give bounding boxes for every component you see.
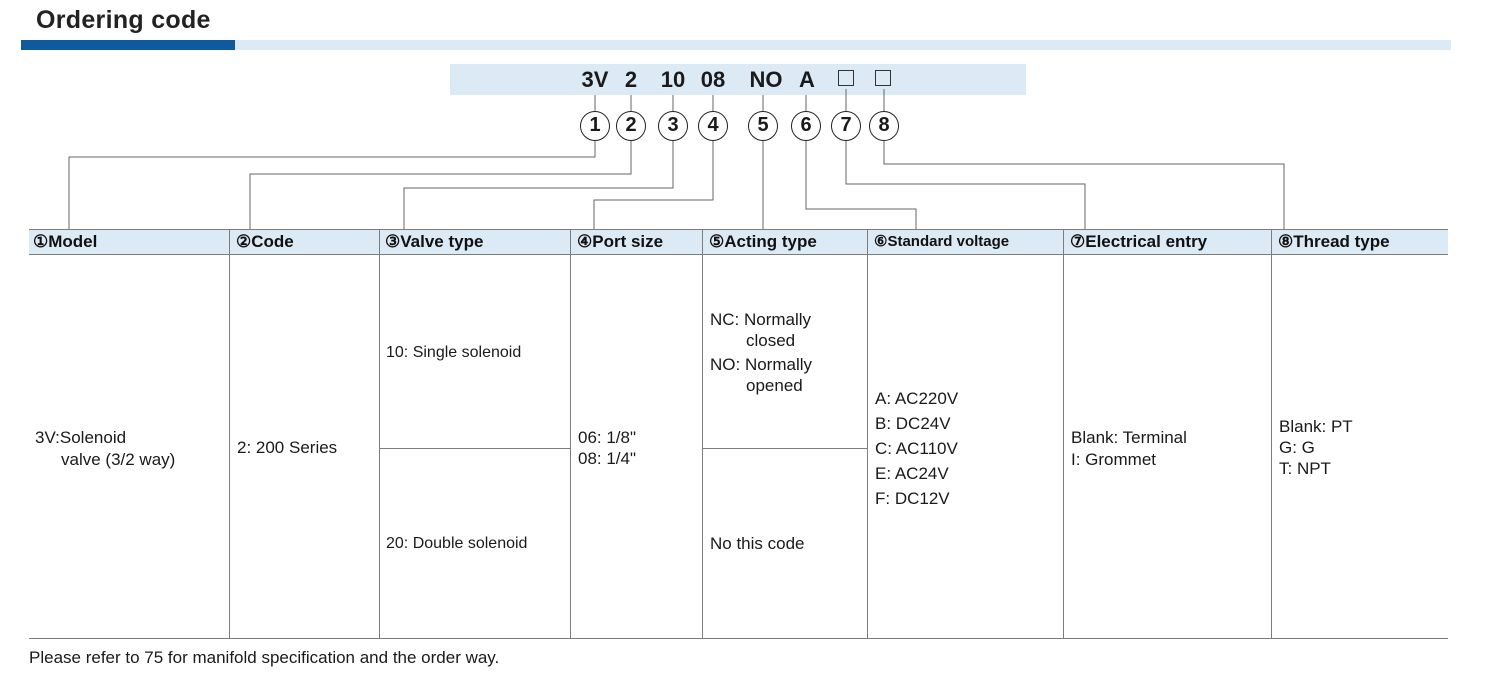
marker-7: 7 xyxy=(831,111,861,141)
marker-5: 5 xyxy=(748,111,778,141)
header-model: ①Model xyxy=(33,232,98,251)
header-standard-voltage: ⑥Standard voltage xyxy=(874,233,1010,250)
cell-thread-line-2: G: G xyxy=(1279,438,1315,457)
cell-acting-line-1: NC: Normally xyxy=(710,310,812,329)
cell-acting-line-4: opened xyxy=(746,376,803,395)
row-divider-acting-type xyxy=(703,448,867,449)
cell-model-line-2: valve (3/2 way) xyxy=(61,450,176,469)
code-part-voltage: A xyxy=(799,67,815,92)
cell-voltage xyxy=(875,386,958,511)
cell-electrical-line-2: I: Grommet xyxy=(1071,450,1157,469)
code-part-acting-type: NO xyxy=(749,67,783,92)
cell-port-size-line-2: 08: 1/4" xyxy=(578,449,637,468)
column-divider xyxy=(867,229,868,639)
header-electrical-entry: ⑦Electrical entry xyxy=(1070,232,1208,251)
cell-model-line-1: 3V:Solenoid xyxy=(35,428,127,447)
marker-3: 3 xyxy=(658,111,688,141)
marker-6: 6 xyxy=(791,111,821,141)
cell-code: 2: 200 Series xyxy=(237,438,338,457)
cell-voltage-c: C: AC110V xyxy=(875,439,958,458)
footnote: Please refer to 75 for manifold specification and the order way. xyxy=(29,648,500,667)
code-part-port-size: 08 xyxy=(700,67,726,92)
marker-4: 4 xyxy=(698,111,728,141)
header-acting-type: ⑤Acting type xyxy=(709,232,817,251)
cell-acting-line-3: NO: Normally xyxy=(710,355,813,374)
column-divider xyxy=(1063,229,1064,639)
cell-valve-type-single: 10: Single solenoid xyxy=(386,344,522,361)
column-divider xyxy=(1271,229,1272,639)
header-port-size: ④Port size xyxy=(577,232,664,251)
cell-acting-line-2: closed xyxy=(746,331,796,350)
cell-valve-type-double: 20: Double solenoid xyxy=(386,535,528,552)
cell-voltage-b: B: DC24V xyxy=(875,414,951,433)
header-code: ②Code xyxy=(236,232,294,251)
row-divider-valve-type xyxy=(380,448,570,449)
cell-electrical-entry xyxy=(1071,427,1187,471)
cell-thread-line-1: Blank: PT xyxy=(1279,417,1353,436)
column-divider xyxy=(570,229,571,639)
cell-thread-line-3: T: NPT xyxy=(1279,459,1331,478)
cell-port-size-line-1: 06: 1/8" xyxy=(578,428,637,447)
page-title: Ordering code xyxy=(36,6,211,34)
cell-model xyxy=(35,427,175,471)
cell-port-size xyxy=(578,427,636,469)
cell-voltage-a: A: AC220V xyxy=(875,389,959,408)
cell-thread-type xyxy=(1279,416,1353,479)
code-part-model: 3V xyxy=(581,67,609,92)
column-divider xyxy=(702,229,703,639)
code-part-valve-type: 10 xyxy=(660,67,686,92)
header-valve-type: ③Valve type xyxy=(385,232,484,251)
cell-voltage-e: E: AC24V xyxy=(875,464,949,483)
column-divider xyxy=(379,229,380,639)
marker-1: 1 xyxy=(580,111,610,141)
code-part-code: 2 xyxy=(624,67,638,92)
marker-8: 8 xyxy=(869,111,899,141)
cell-voltage-f: F: DC12V xyxy=(875,489,950,508)
cell-electrical-line-1: Blank: Terminal xyxy=(1071,428,1187,447)
cell-acting-type-upper xyxy=(710,309,812,396)
column-divider xyxy=(229,229,230,639)
marker-2: 2 xyxy=(616,111,646,141)
header-thread-type: ⑧Thread type xyxy=(1278,232,1390,251)
cell-acting-type-lower: No this code xyxy=(710,534,805,553)
table-bottom-rule xyxy=(29,638,1448,639)
